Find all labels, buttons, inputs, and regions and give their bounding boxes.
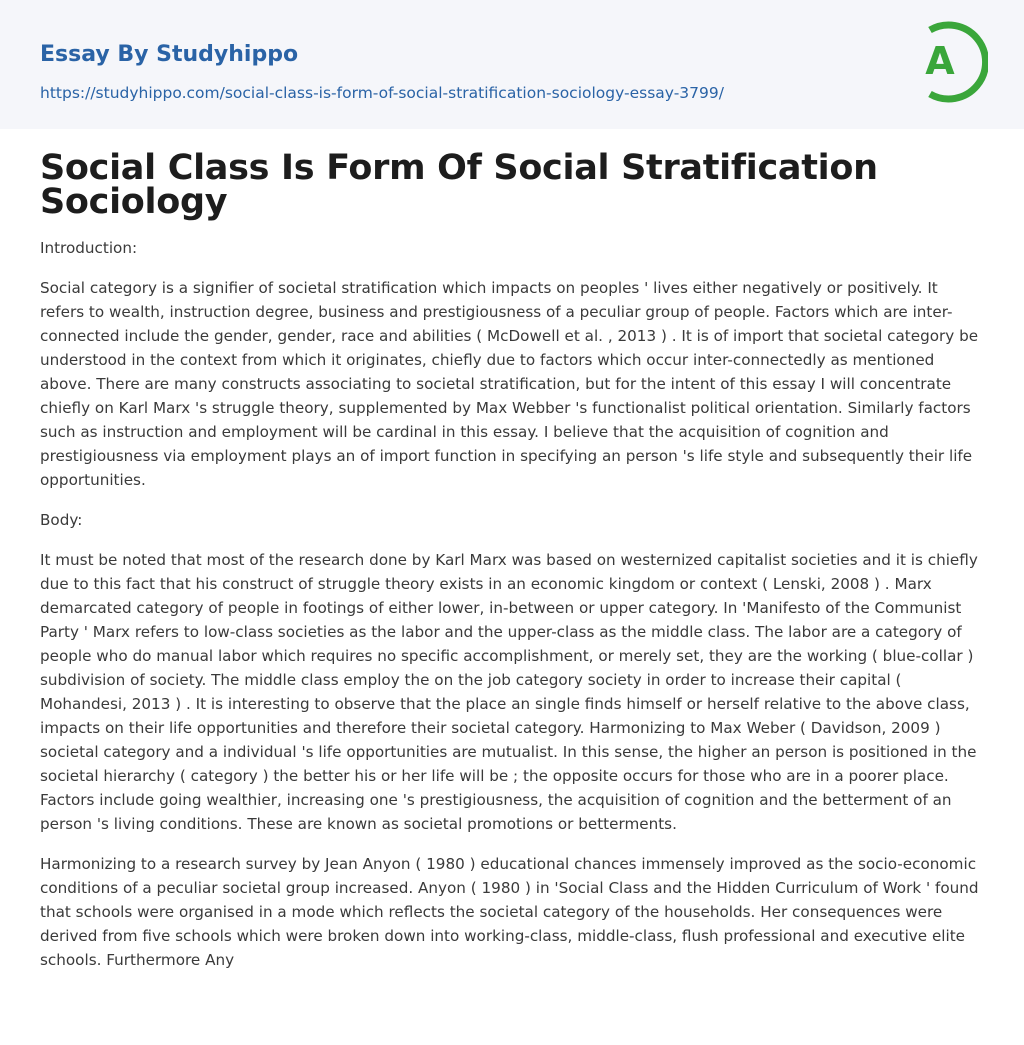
- paragraph-body-2: Harmonizing to a research survey by Jean Anyon ( 1980 ) educational chances immensely improved as the socio-economic conditions of a peculiar societal group increased. Anyon ( 1980 ) in 'Social Class and the Hidden Curriculum of Work ' found that schools were organised in a mode which reflects the societal category of the households. Her consequences were derived from five schools which were broken down into working-class, middle-class, flush professional and executive elite schools. Furthermore Any: [40, 855, 979, 969]
- paragraph-body-1: It must be noted that most of the research done by Karl Marx was based on westernized capitalist societies and it is chiefly due to this fact that his construct of struggle theory exists in an economic kingdom or context ( Lenski, 2008 ) . Marx demarcated category of people in footings of either lower, in-between or upper category. In 'Manifesto of the Communist Party ' Marx refers to low-class societies as the labor and the upper-class as the middle class. The labor are a category of people who do manual labor which requires no specific accomplishment, or merely set, they are the working ( blue-collar ) subdivision of society. The middle class employ the on the job category society in order to increase their capital ( Mohandesi, 2013 ) . It is interesting to observe that the place an single finds himself or herself relative to the above class, impacts on their life opportunities and therefore their societal category. Harmonizing to Max Weber ( Davidson, 2009 ) societal category and a individual 's life opportunities are mutualist. In this sense, the higher an person is positioned in the societal hierarchy ( category ) the better his or her life will be ; the opposite occurs for those who are in a poorer place. Factors include going wealthier, increasing one 's prestigiousness, the acquisition of cognition and the betterment of an person 's living conditions. These are known as societal promotions or betterments.: [40, 551, 978, 833]
- essay-body: [40, 236, 986, 988]
- logo-letter: A: [925, 39, 955, 83]
- essay-url-link[interactable]: https://studyhippo.com/social-class-is-form-of-social-stratification-sociology-essay-3799/: [40, 84, 724, 102]
- section-heading-body: Body:: [40, 511, 83, 529]
- section-heading-introduction: Introduction:: [40, 239, 138, 257]
- paragraph-introduction: Social category is a signifier of societal stratification which impacts on peoples ' lives either negatively or positively. It refers to wealth, instruction degree, business and prestigiousness of a peculiar group of people. Factors which are inter-connected include the gender, gender, race and abilities ( McDowell et al. , 2013 ) . It is of import that societal category be understood in the context from which it originates, chiefly due to factors which occur inter-connectedly as mentioned above. There are many constructs associating to societal stratification, but for the intent of this essay I will concentrate chiefly on Karl Marx 's struggle theory, supplemented by Max Webber 's functionalist political orientation. Similarly factors such as instruction and employment will be cardinal in this essay. I believe that the acquisition of cognition and prestigiousness via employment plays an of import function in specifying an person 's life style and subsequently their life opportunities.: [40, 279, 979, 489]
- site-title[interactable]: Essay By Studyhippo: [40, 42, 299, 67]
- essay-title: Social Class Is Form Of Social Stratification Sociology: [40, 148, 878, 222]
